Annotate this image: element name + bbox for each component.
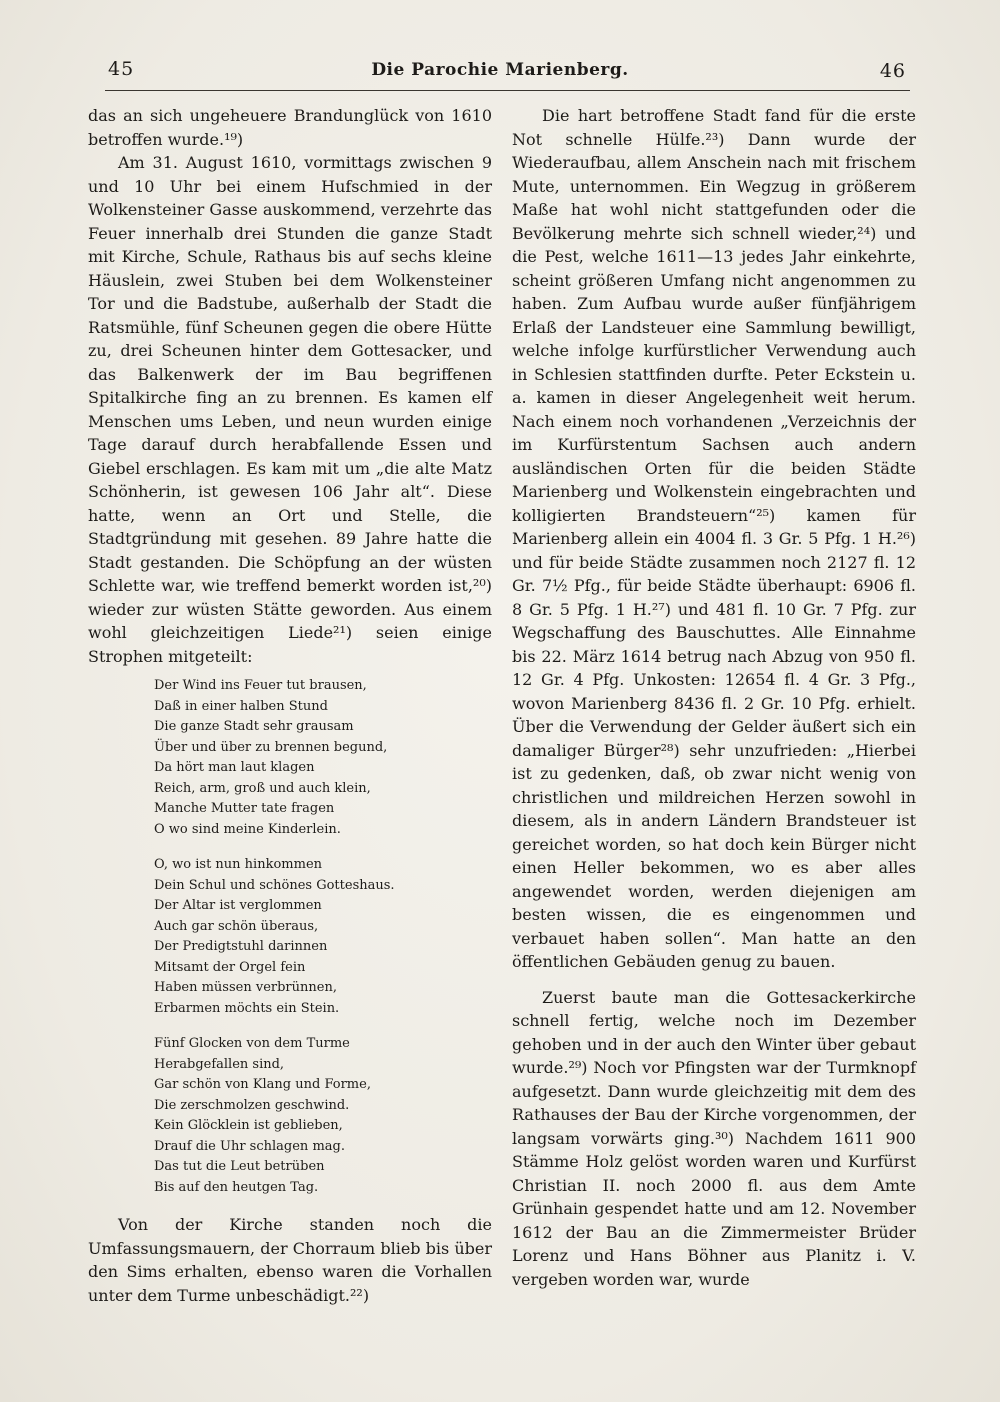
paragraph: Zuerst baute man die Gottesackerkirche schnell fertig, welche noch im Dezember gehoben und in der auch den Winter über gebaut wurde.²⁹) Noch vor Pfingsten war der Turmknopf aufgesetzt. Dann wurde gleichzeitig mit dem des Rathauses der Bau der Kirche vorgenommen, der langsam vorwärts ging.³⁰) Nachdem 1611 900 Stämme Holz gelöst worden waren und Kurfürst Christian II. noch 2000 fl. aus dem Amte Grünhain gespendet hatte und am 12. November 1612 der Bau an die Zimmermeister Brüder Lorenz und Hans Böhner aus Planitz i. V. vergeben worden war, wurde bbox=[512, 987, 916, 1289]
poem-line: Mitsamt der Orgel fein bbox=[154, 959, 306, 975]
poem-stanza-1 bbox=[154, 676, 492, 840]
poem-line: Manche Mutter tate fragen bbox=[154, 801, 335, 816]
right-column bbox=[512, 104, 916, 1291]
page-number-right: 46 bbox=[879, 60, 906, 82]
poem-line: Über und über zu brennen begund, bbox=[154, 739, 388, 755]
poem-line: Da hört man laut klagen bbox=[154, 760, 315, 775]
page-number-left: 45 bbox=[108, 58, 135, 80]
poem-line: Reich, arm, groß und auch klein, bbox=[154, 780, 371, 796]
header-rule bbox=[105, 90, 910, 91]
running-header bbox=[70, 58, 930, 88]
paragraph: das an sich ungeheuere Brandunglück von 1610 betroffen wurde.¹⁹) bbox=[88, 106, 492, 149]
poem-line: Fünf Glocken von dem Turme bbox=[154, 1036, 350, 1051]
paragraph: Von der Kirche standen noch die Umfassungsmauern, der Chorraum blieb bis über den Sims erhalten, ebenso waren die Vorhallen unter dem Turme unbeschädigt.²²) bbox=[88, 1215, 492, 1305]
poem-line: Herabgefallen sind, bbox=[154, 1056, 285, 1072]
poem-line: Auch gar schön überaus, bbox=[154, 918, 319, 934]
running-title: Die Parochie Marienberg. bbox=[371, 60, 629, 80]
poem-line: Die ganze Stadt sehr grausam bbox=[154, 719, 354, 734]
poem-line: Erbarmen möchts ein Stein. bbox=[154, 1000, 340, 1016]
poem-line: Das tut die Leut betrüben bbox=[154, 1159, 325, 1174]
poem-line: Der Wind ins Feuer tut brausen, bbox=[154, 678, 367, 693]
poem-line: Dein Schul und schönes Gotteshaus. bbox=[154, 877, 395, 893]
paragraph: Die hart betroffene Stadt fand für die erste Not schnelle Hülfe.²³) Dann wurde der Wiederaufbau, allem Anschein nach mit frischem Mute, unternommen. Ein Wegzug in größerem Maße hat wohl nicht stattgefunden oder die Bevölkerung mehrte sich schnell wieder,²⁴) und die Pest, welche 1611—13 jedes Jahr einkehrte, scheint größeren Umfang nicht angenommen zu haben. Zum Aufbau wurde außer fünfjährigem Erlaß der Landsteuer eine Sammlung bewilligt, welche infolge kurfürstlicher Verwendung auch in Schlesien stattfinden durfte. Peter Eckstein u. a. kamen in dieser Angelegenheit weit herum. Nach einem noch vorhandenen „Verzeichnis der im Kurfürstentum Sachsen auch andern ausländischen Orten für die beiden Städte Marienberg und Wolkenstein eingebrachten und kolligierten Brandsteuern“²⁵) kamen für Marienberg allein ein 4004 fl. 3 Gr. 5 Pfg. 1 H.²⁶) und für beide Städte zusammen noch 2127 fl. 12 Gr. 7½ Pfg., für beide Städte überhaupt: 6906 fl. 8 Gr. 5 Pfg. 1 H.²⁷) und 481 fl. 10 Gr. 7 Pfg. zur Wegschaffung des Bauschuttes. Alle Einnahme bis 22. März 1614 betrug nach Abzug von 950 fl. 12 Gr. 4 Pfg. Unkosten: 12654 fl. 4 Gr. 3 Pfg., wovon Marienberg 8436 fl. 2 Gr. 10 Pfg. erhielt. Über die Verwendung der Gelder äußert sich ein damaliger Bürger²⁸) sehr unzufrieden: „Hierbei ist zu gedenken, daß, ob zwar nicht wenig von christlichen und mildreichen Herzen sowohl in diesem, als in andern Ländern Brandsteuer ist gereichet worden, so hat doch kein Bürger nicht einen Heller bekommen, wo es aber alles angewendet worden, werden diejenigen am besten wissen, die es eingenommen und verbauet haben sollen“. Man hatte an den öffentlichen Gebäuden genug zu bauen. bbox=[512, 106, 916, 971]
poem-stanza-3 bbox=[154, 1034, 492, 1198]
poem-line: O, wo ist nun hinkommen bbox=[154, 857, 323, 872]
poem-line: Daß in einer halben Stund bbox=[154, 698, 328, 714]
poem bbox=[154, 676, 492, 1198]
poem-line: Drauf die Uhr schlagen mag. bbox=[154, 1138, 345, 1154]
poem-line: Bis auf den heutgen Tag. bbox=[154, 1179, 319, 1195]
poem-line: O wo sind meine Kinderlein. bbox=[154, 821, 341, 837]
paragraph: Am 31. August 1610, vormittags zwischen 9 und 10 Uhr bei einem Hufschmied in der Wolkensteiner Gasse auskommend, verzehrte das Feuer innerhalb drei Stunden die ganze Stadt mit Kirche, Schule, Rathaus bis auf sechs kleine Häuslein, zwei Stuben bei dem Wolkensteiner Tor und die Badstube, außerhalb der Stadt die Ratsmühle, fünf Scheunen gegen die obere Hütte zu, drei Scheunen hinter dem Gottesacker, und das Balkenwerk der im Bau begriffenen Spitalkirche fing an zu brennen. Es kamen elf Menschen ums Leben, und neun wurden einige Tage darauf durch herabfallende Essen und Giebel erschlagen. Es kam mit um „die alte Matz Schönherin, ist gewesen 106 Jahr alt“. Diese hatte, wenn an Ort und Stelle, die Stadtgründung mit gesehen. 89 Jahre hatte die Stadt gestanden. Die Schöpfung an der wüsten Schlette war, wie treffend bemerkt worden ist,²⁰) wieder zur wüsten Stätte geworden. Aus einem wohl gleichzeitigen Liede²¹) seien einige Strophen mitgeteilt: bbox=[88, 153, 492, 666]
poem-line: Der Predigtstuhl darinnen bbox=[154, 939, 328, 954]
poem-stanza-2 bbox=[154, 855, 492, 1019]
poem-line: Gar schön von Klang und Forme, bbox=[154, 1077, 371, 1092]
poem-line: Der Altar ist verglommen bbox=[154, 898, 322, 913]
left-column bbox=[88, 104, 492, 1307]
poem-line: Kein Glöcklein ist geblieben, bbox=[154, 1118, 343, 1133]
poem-line: Die zerschmolzen geschwind. bbox=[154, 1097, 350, 1113]
poem-line: Haben müssen verbrünnen, bbox=[154, 980, 337, 995]
